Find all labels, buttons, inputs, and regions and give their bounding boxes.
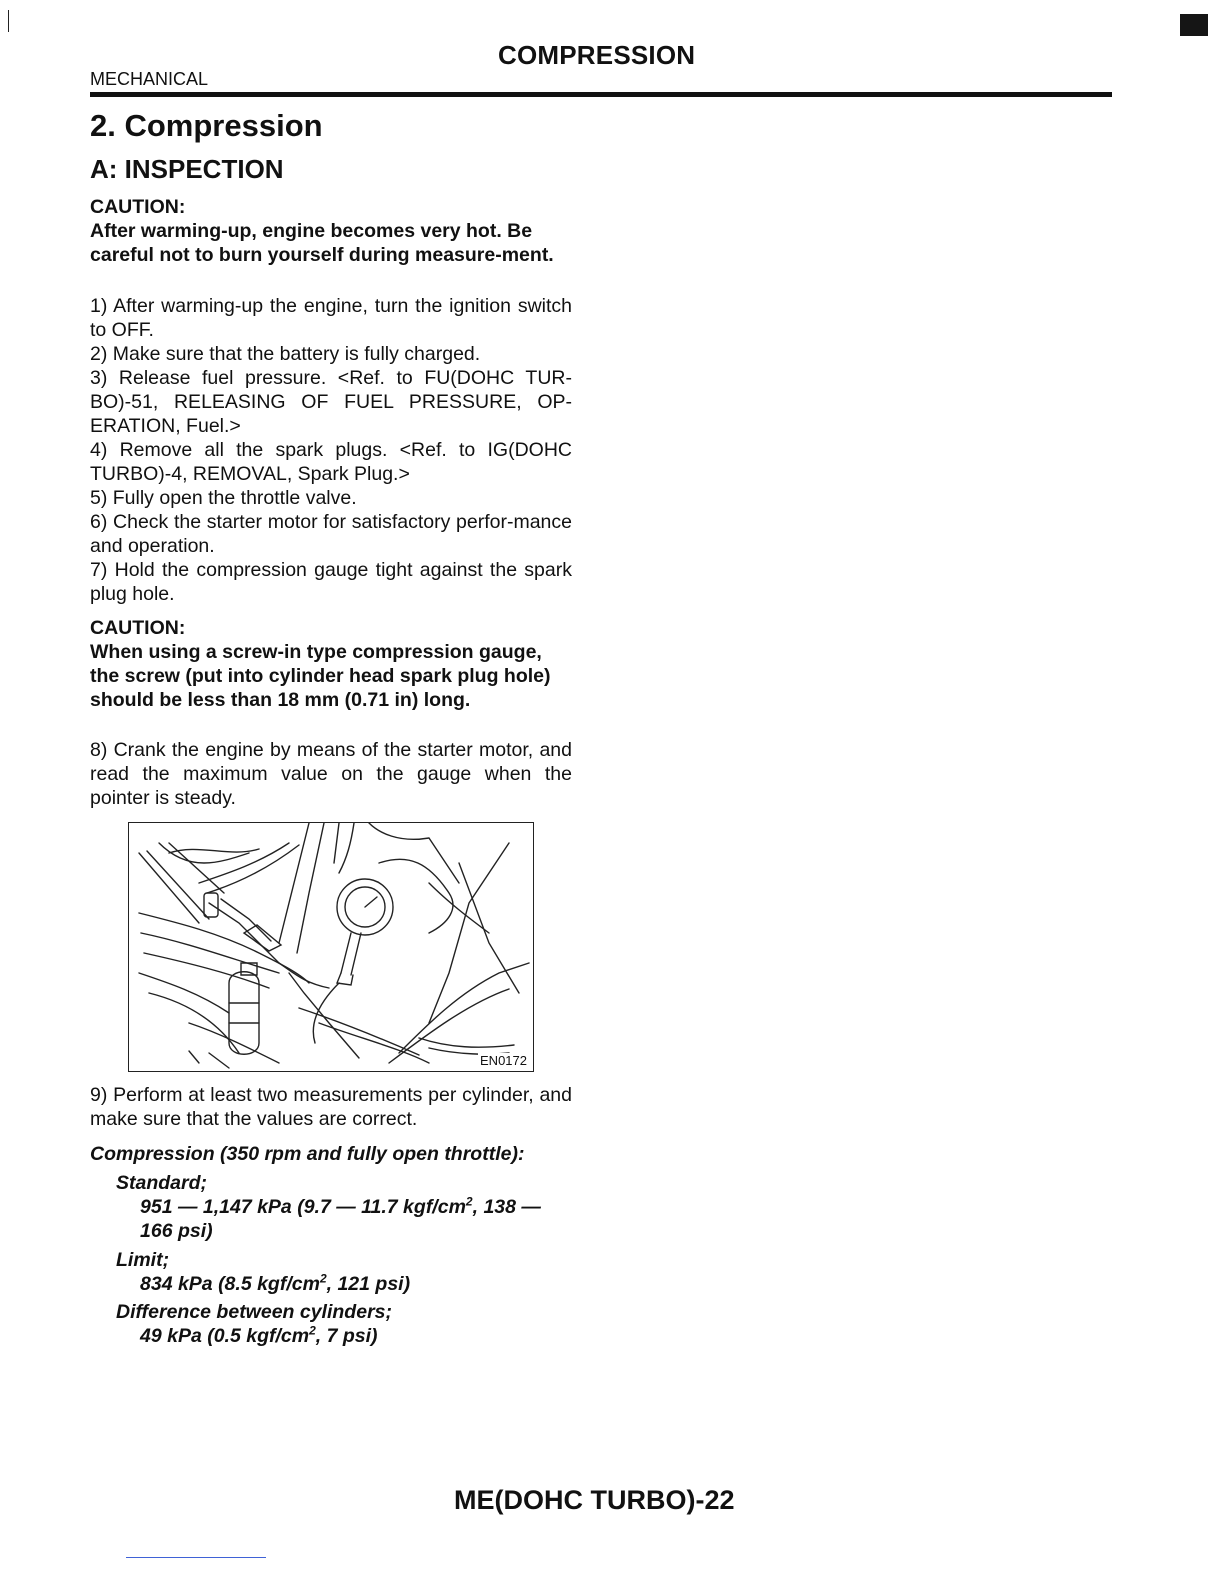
difference-value-part: 49 kPa (0.5 kgf/cm: [140, 1325, 310, 1347]
step-6: 6) Check the starter motor for satisfactory perfor-mance and operation.: [90, 511, 572, 557]
standard-value-part: 951 — 1,147 kPa (9.7 — 11.7 kgf/cm: [140, 1196, 466, 1218]
difference-label: Difference between cylinders;: [116, 1301, 392, 1323]
step-8: 8) Crank the engine by means of the starter motor, and read the maximum value on the gauge when the pointer is steady.: [90, 739, 572, 809]
caution-text-2: When using a screw-in type compression gauge, the screw (put into cylinder head spark plug hole) should be less than 18 mm (0.71 in) long.: [90, 641, 551, 711]
caution-heading: CAUTION:: [90, 196, 186, 218]
step-1: 1) After warming-up the engine, turn the ignition switch to OFF.: [90, 295, 572, 341]
running-title: COMPRESSION: [498, 40, 696, 70]
chapter-title: 2. Compression: [90, 108, 323, 143]
engine-illustration: [129, 823, 533, 1071]
compression-gauge-figure: [128, 822, 534, 1072]
spec-title: Compression (350 rpm and fully open throttle):: [90, 1143, 525, 1165]
superscript: 2: [319, 1271, 327, 1286]
caution-heading-2: CAUTION:: [90, 617, 186, 639]
figure-code: EN0172: [480, 1053, 527, 1068]
limit-value-part: 834 kPa (8.5 kgf/cm: [140, 1273, 320, 1295]
step-4: 4) Remove all the spark plugs. <Ref. to IG(DOHC TURBO)-4, REMOVAL, Spark Plug.>: [90, 439, 572, 485]
step-5: 5) Fully open the throttle valve.: [90, 487, 357, 509]
scan-edge-mark: [8, 10, 9, 32]
corner-registration-mark: [1180, 14, 1208, 36]
superscript: 2: [465, 1194, 473, 1209]
standard-value-part: 166 psi): [140, 1220, 213, 1242]
step-3: 3) Release fuel pressure. <Ref. to FU(DOHC TUR-BO)-51, RELEASING OF FUEL PRESSURE, OP-ERATION, Fuel.>: [90, 367, 572, 437]
step-9: 9) Perform at least two measurements per cylinder, and make sure that the values are correct.: [90, 1084, 572, 1130]
standard-value-part: , 138 —: [472, 1196, 541, 1218]
bottom-link-underline[interactable]: [126, 1557, 266, 1558]
limit-value: [140, 1272, 410, 1296]
difference-value: [140, 1324, 378, 1348]
section-label: MECHANICAL: [90, 69, 209, 89]
caution-text: After warming-up, engine becomes very hot. Be careful not to burn yourself during measure-ment.: [90, 220, 554, 266]
limit-value-part: , 121 psi): [326, 1273, 411, 1295]
sub-title: A: INSPECTION: [90, 154, 284, 184]
header-rule: [90, 92, 1112, 97]
limit-label: Limit;: [116, 1249, 170, 1271]
superscript: 2: [309, 1323, 316, 1338]
page-number: ME(DOHC TURBO)-22: [454, 1485, 735, 1515]
procedure-steps: [90, 294, 572, 606]
standard-label: Standard;: [116, 1172, 208, 1194]
standard-value: [140, 1195, 580, 1243]
difference-value-part: , 7 psi): [315, 1325, 378, 1347]
step-2: 2) Make sure that the battery is fully charged.: [90, 343, 481, 365]
step-7: 7) Hold the compression gauge tight against the spark plug hole.: [90, 559, 572, 605]
